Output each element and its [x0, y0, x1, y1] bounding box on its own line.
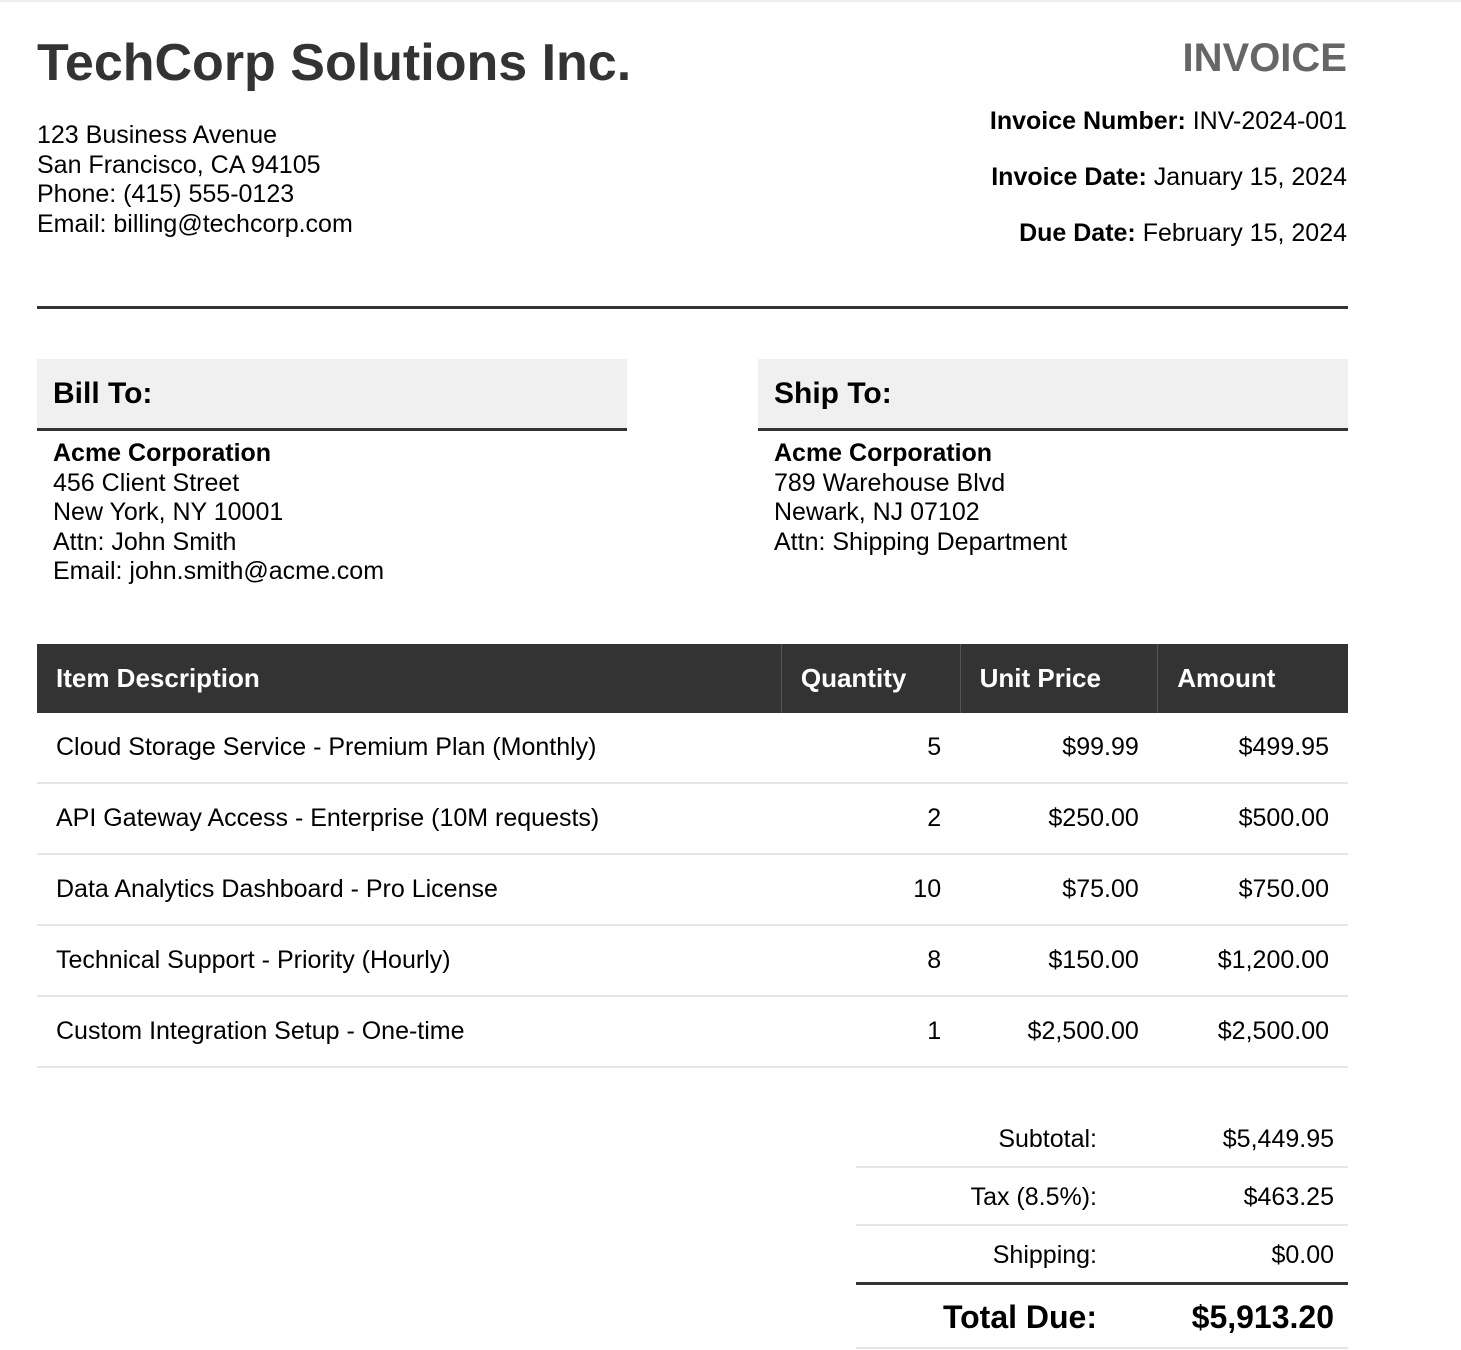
- bill-to-city: New York, NY 10001: [53, 498, 284, 526]
- ship-to-street: 789 Warehouse Blvd: [774, 468, 1006, 497]
- ship-to-heading: Ship To:: [758, 359, 1348, 431]
- company-street: 123 Business Avenue: [37, 121, 278, 149]
- company-address: [37, 121, 353, 239]
- invoice-date-label: Invoice Date:: [991, 163, 1147, 191]
- item-quantity: 1: [781, 996, 960, 1067]
- ship-to-attn: Attn: Shipping Department: [774, 527, 1068, 556]
- bill-to-attn: Attn: John Smith: [53, 527, 237, 556]
- header-quantity: Quantity: [781, 644, 960, 713]
- shipping-value: $0.00: [1271, 1241, 1334, 1269]
- item-amount: $499.95: [1158, 713, 1348, 783]
- item-amount: $500.00: [1158, 783, 1348, 854]
- tax-value: $463.25: [1243, 1183, 1334, 1211]
- bill-to-details: [37, 431, 627, 587]
- subtotal-label: Subtotal:: [998, 1125, 1097, 1153]
- invoice-date: [991, 162, 1347, 192]
- subtotal-row: [856, 1110, 1348, 1168]
- line-items-table: [37, 644, 1348, 1068]
- ship-to-details: [758, 431, 1348, 557]
- header-item-description: Item Description: [37, 644, 781, 713]
- item-unit-price: $75.00: [960, 854, 1158, 925]
- bill-to-company: Acme Corporation: [53, 439, 272, 467]
- tax-row: [856, 1168, 1348, 1226]
- total-due-value: $5,913.20: [1191, 1299, 1334, 1335]
- subtotal-value: $5,449.95: [1222, 1125, 1334, 1153]
- company-city: San Francisco, CA 94105: [37, 150, 321, 179]
- item-description: API Gateway Access - Enterprise (10M requests): [37, 783, 781, 854]
- header-divider: [37, 306, 1348, 309]
- tax-label: Tax (8.5%):: [970, 1183, 1097, 1211]
- shipping-label: Shipping:: [992, 1241, 1097, 1269]
- item-description: Technical Support - Priority (Hourly): [37, 925, 781, 996]
- invoice-number: [990, 106, 1347, 136]
- due-date: [1019, 218, 1347, 248]
- shipping-row: [856, 1226, 1348, 1285]
- ship-to-company: Acme Corporation: [774, 439, 993, 467]
- bill-to-section: [37, 359, 627, 587]
- total-due-label: Total Due:: [942, 1299, 1097, 1335]
- ship-to-city: Newark, NJ 07102: [774, 498, 980, 526]
- invoice-date-value: January 15, 2024: [1153, 163, 1347, 191]
- table-row: [37, 713, 1348, 783]
- item-unit-price: $250.00: [960, 783, 1158, 854]
- invoice-title: INVOICE: [1182, 36, 1347, 80]
- company-email: Email: billing@techcorp.com: [37, 209, 353, 238]
- table-row: [37, 996, 1348, 1067]
- bill-to-email: Email: john.smith@acme.com: [53, 557, 385, 585]
- item-unit-price: $150.00: [960, 925, 1158, 996]
- totals-section: [856, 1110, 1348, 1349]
- item-description: Cloud Storage Service - Premium Plan (Monthly): [37, 713, 781, 783]
- table-row: [37, 854, 1348, 925]
- item-amount: $1,200.00: [1158, 925, 1348, 996]
- item-quantity: 8: [781, 925, 960, 996]
- company-name: TechCorp Solutions Inc.: [37, 34, 632, 92]
- item-quantity: 10: [781, 854, 960, 925]
- table-header-row: [37, 644, 1348, 713]
- company-phone: Phone: (415) 555-0123: [37, 180, 295, 208]
- item-description: Custom Integration Setup - One-time: [37, 996, 781, 1067]
- item-amount: $2,500.00: [1158, 996, 1348, 1067]
- item-unit-price: $99.99: [960, 713, 1158, 783]
- total-due-row: [856, 1285, 1348, 1349]
- header-amount: Amount: [1158, 644, 1348, 713]
- table-row: [37, 783, 1348, 854]
- header-unit-price: Unit Price: [960, 644, 1158, 713]
- table-row: [37, 925, 1348, 996]
- due-date-label: Due Date:: [1019, 219, 1136, 247]
- bill-to-heading: Bill To:: [37, 359, 627, 431]
- item-unit-price: $2,500.00: [960, 996, 1158, 1067]
- item-amount: $750.00: [1158, 854, 1348, 925]
- item-quantity: 2: [781, 783, 960, 854]
- due-date-value: February 15, 2024: [1142, 219, 1347, 247]
- invoice-number-label: Invoice Number:: [989, 107, 1186, 135]
- item-quantity: 5: [781, 713, 960, 783]
- invoice-number-value: INV-2024-001: [1192, 107, 1347, 135]
- item-description: Data Analytics Dashboard - Pro License: [37, 854, 781, 925]
- bill-to-street: 456 Client Street: [53, 468, 240, 497]
- ship-to-section: [758, 359, 1348, 557]
